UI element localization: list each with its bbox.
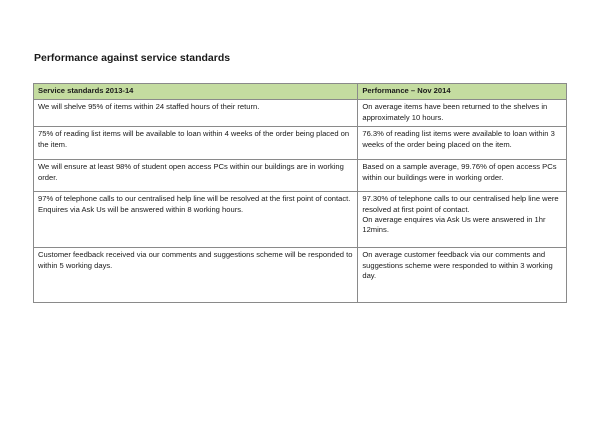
performance-cell	[358, 127, 567, 160]
standard-cell: Customer feedback received via our comments and suggestions scheme will be responded to within 5 working days.	[34, 248, 358, 303]
table-header-row	[34, 84, 567, 100]
performance-cell	[358, 192, 567, 248]
standard-cell: 75% of reading list items will be available to loan within 4 weeks of the order being placed on the item.	[34, 127, 358, 160]
performance-text: On average customer feedback via our comments and suggestions scheme were responded to within 3 working day.	[362, 250, 553, 281]
performance-text: Based on a sample average, 99.76% of open access PCs within our buildings were in working order.	[362, 162, 557, 182]
standard-cell: We will ensure at least 98% of student open access PCs within our buildings are in working order.	[34, 160, 358, 192]
service-standards-table	[33, 83, 567, 303]
table-row	[34, 160, 567, 192]
performance-cell	[358, 160, 567, 192]
performance-text: On average enquires via Ask Us were answered in 1hr 12mins.	[362, 215, 546, 235]
page-title: Performance against service standards	[34, 52, 231, 64]
table-row	[34, 100, 567, 127]
table-row	[34, 127, 567, 160]
column-header-standards: Service standards 2013-14	[34, 84, 358, 100]
table-row	[34, 192, 567, 248]
performance-text: 76.3% of reading list items were available to loan within 3 weeks of the order being placed on the item.	[362, 129, 555, 149]
table-row	[34, 248, 567, 303]
performance-cell	[358, 248, 567, 303]
standard-cell: 97% of telephone calls to our centralised help line will be resolved at the first point of contact. Enquires via Ask Us will be answered within 8 working hours.	[34, 192, 358, 248]
performance-text: On average items have been returned to the shelves in approximately 10 hours.	[362, 102, 548, 122]
performance-cell	[358, 100, 567, 127]
standard-cell: We will shelve 95% of items within 24 staffed hours of their return.	[34, 100, 358, 127]
performance-text: 97.30% of telephone calls to our centralised help line were resolved at first point of contact.	[362, 194, 559, 214]
column-header-performance: Performance – Nov 2014	[358, 84, 567, 100]
